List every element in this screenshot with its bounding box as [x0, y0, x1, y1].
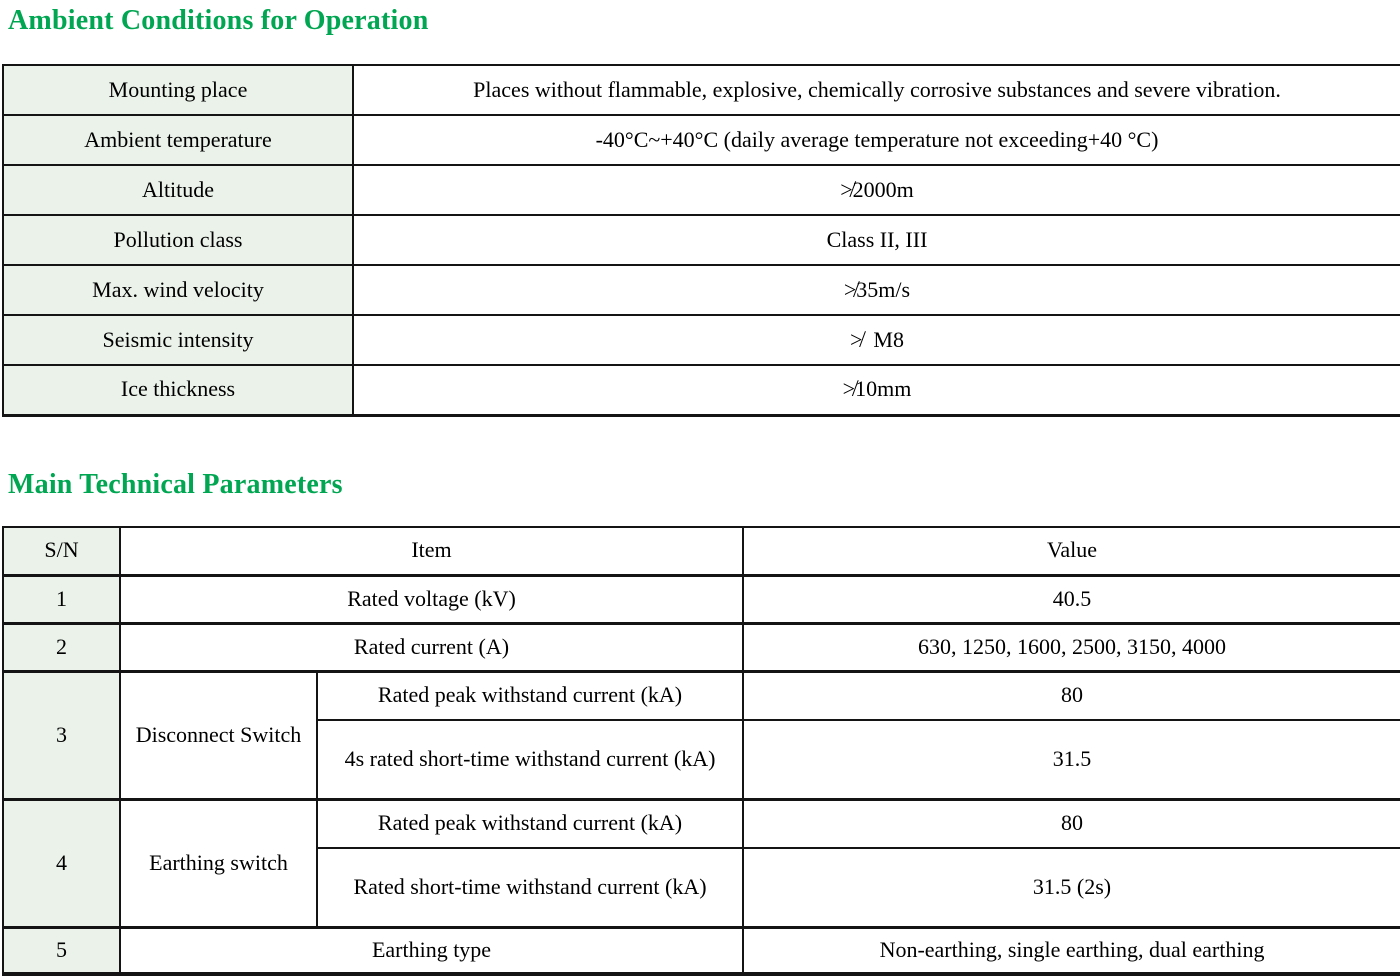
section-title-main-technical-parameters: Main Technical Parameters — [8, 468, 343, 500]
table-row-ambient-temperature — [3, 115, 1400, 165]
row-value: -40°C~+40°C (daily average temperature not exceeding+40 °C) — [353, 115, 1400, 165]
cell-value: 630, 1250, 1600, 2500, 3150, 4000 — [743, 624, 1400, 672]
table-row-seismic-intensity — [3, 315, 1400, 365]
cell-item: Rated voltage (kV) — [120, 576, 743, 624]
cell-sn: 5 — [3, 928, 120, 974]
cell-sn: 1 — [3, 576, 120, 624]
cell-item: Rated current (A) — [120, 624, 743, 672]
table-row-altitude — [3, 165, 1400, 215]
table-row-rated-voltage — [3, 576, 1400, 624]
cell-item: Earthing type — [120, 928, 743, 974]
row-value: ≯35m/s — [353, 265, 1400, 315]
header-row — [3, 527, 1400, 576]
table-row-pollution-class — [3, 215, 1400, 265]
table-row-max-wind-velocity — [3, 265, 1400, 315]
row-label: Ambient temperature — [3, 115, 353, 165]
section-title-ambient-conditions: Ambient Conditions for Operation — [8, 5, 429, 36]
row-value: ≯10mm — [353, 365, 1400, 415]
table-row-ice-thickness — [3, 365, 1400, 415]
header-value: Value — [743, 527, 1400, 576]
table-row-mounting-place — [3, 65, 1400, 115]
cell-value: 80 — [743, 672, 1400, 720]
table-row-rated-current — [3, 624, 1400, 672]
row-label: Pollution class — [3, 215, 353, 265]
cell-value: 31.5 — [743, 720, 1400, 800]
cell-item: Rated short-time withstand current (kA) — [317, 848, 743, 928]
row-value: Places without flammable, explosive, chemically corrosive substances and severe vibration. — [353, 65, 1400, 115]
row-label: Altitude — [3, 165, 353, 215]
header-sn: S/N — [3, 527, 120, 576]
ambient-conditions-table — [2, 64, 1400, 417]
cell-item: 4s rated short-time withstand current (kA) — [317, 720, 743, 800]
header-item: Item — [120, 527, 743, 576]
table-row-earthing-switch-peak — [3, 800, 1400, 848]
cell-group-earthing-switch: Earthing switch — [120, 800, 317, 928]
cell-sn: 4 — [3, 800, 120, 928]
row-label: Max. wind velocity — [3, 265, 353, 315]
main-technical-parameters-table — [2, 526, 1400, 976]
cell-sn: 2 — [3, 624, 120, 672]
cell-value: 80 — [743, 800, 1400, 848]
cell-item: Rated peak withstand current (kA) — [317, 800, 743, 848]
cell-group-disconnect-switch: Disconnect Switch — [120, 672, 317, 800]
row-value: Class II, III — [353, 215, 1400, 265]
row-label: Ice thickness — [3, 365, 353, 415]
cell-sn: 3 — [3, 672, 120, 800]
row-value: ≯2000m — [353, 165, 1400, 215]
table-row-disconnect-switch-peak — [3, 672, 1400, 720]
row-label: Seismic intensity — [3, 315, 353, 365]
cell-value: Non-earthing, single earthing, dual earthing — [743, 928, 1400, 974]
cell-item: Rated peak withstand current (kA) — [317, 672, 743, 720]
table-row-earthing-type — [3, 928, 1400, 974]
row-label: Mounting place — [3, 65, 353, 115]
row-value: ≯ M8 — [353, 315, 1400, 365]
cell-value: 40.5 — [743, 576, 1400, 624]
cell-value: 31.5 (2s) — [743, 848, 1400, 928]
